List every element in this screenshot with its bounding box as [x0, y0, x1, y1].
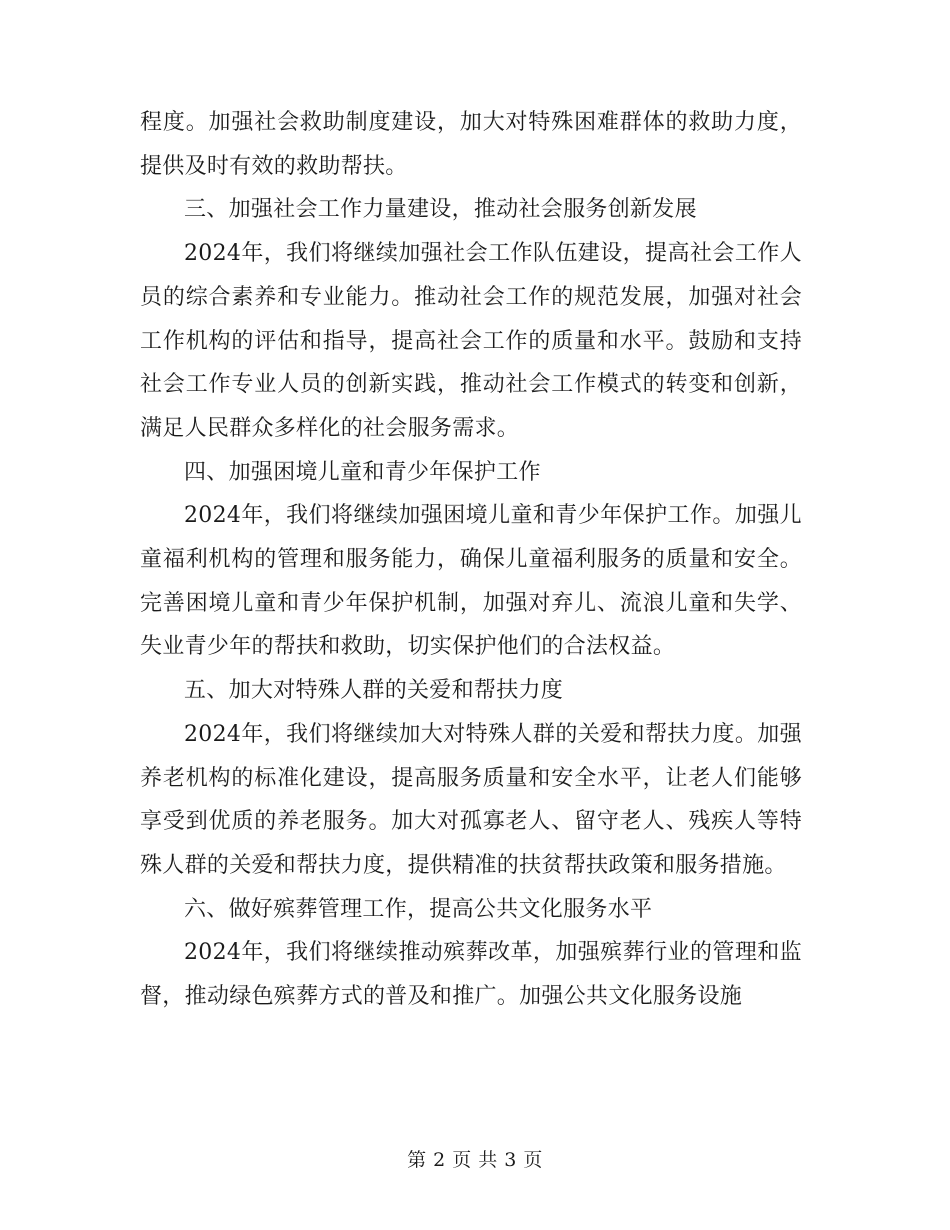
- section-heading-6: 六、做好殡葬管理工作，提高公共文化服务水平: [184, 896, 653, 922]
- section-heading-3: 三、加强社会工作力量建设，推动社会服务创新发展: [184, 197, 697, 223]
- document-body: [140, 101, 802, 1019]
- section-heading-4: 四、加强困境儿童和青少年保护工作: [184, 459, 541, 485]
- paragraph-special-groups: 2024年，我们将继续加大对特殊人群的关爱和帮扶力度。加强养老机构的标准化建设，提高服务质量和安全水平，让老人们能够享受到优质的养老服务。加大对孤寡老人、留守老人、残疾人等特殊人群的关爱和帮扶力度，提供精准的扶贫帮扶政策和服务措施。: [140, 721, 802, 878]
- page-footer: 第 2 页 共 3 页: [407, 1149, 543, 1171]
- paragraph-child-protection: 2024年，我们将继续加强困境儿童和青少年保护工作。加强儿童福利机构的管理和服务能力，确保儿童福利服务的质量和安全。完善困境儿童和青少年保护机制，加强对弃儿、流浪儿童和失学、失业青少年的帮扶和救助，切实保护他们的合法权益。: [140, 503, 802, 660]
- paragraph-funeral-management: 2024年，我们将继续推动殡葬改革，加强殡葬行业的管理和监督，推动绿色殡葬方式的普及和推广。加强公共文化服务设施: [140, 940, 802, 1010]
- paragraph-continuation: 程度。加强社会救助制度建设，加大对特殊困难群体的救助力度，提供及时有效的救助帮扶。: [140, 110, 802, 179]
- paragraph-social-work: 2024年，我们将继续加强社会工作队伍建设，提高社会工作人员的综合素养和专业能力。推动社会工作的规范发展，加强对社会工作机构的评估和指导，提高社会工作的质量和水平。鼓励和支持社会工作专业人员的创新实践，推动社会工作模式的转变和创新，满足人民群众多样化的社会服务需求。: [140, 241, 802, 441]
- section-heading-5: 五、加大对特殊人群的关爱和帮扶力度: [184, 678, 564, 704]
